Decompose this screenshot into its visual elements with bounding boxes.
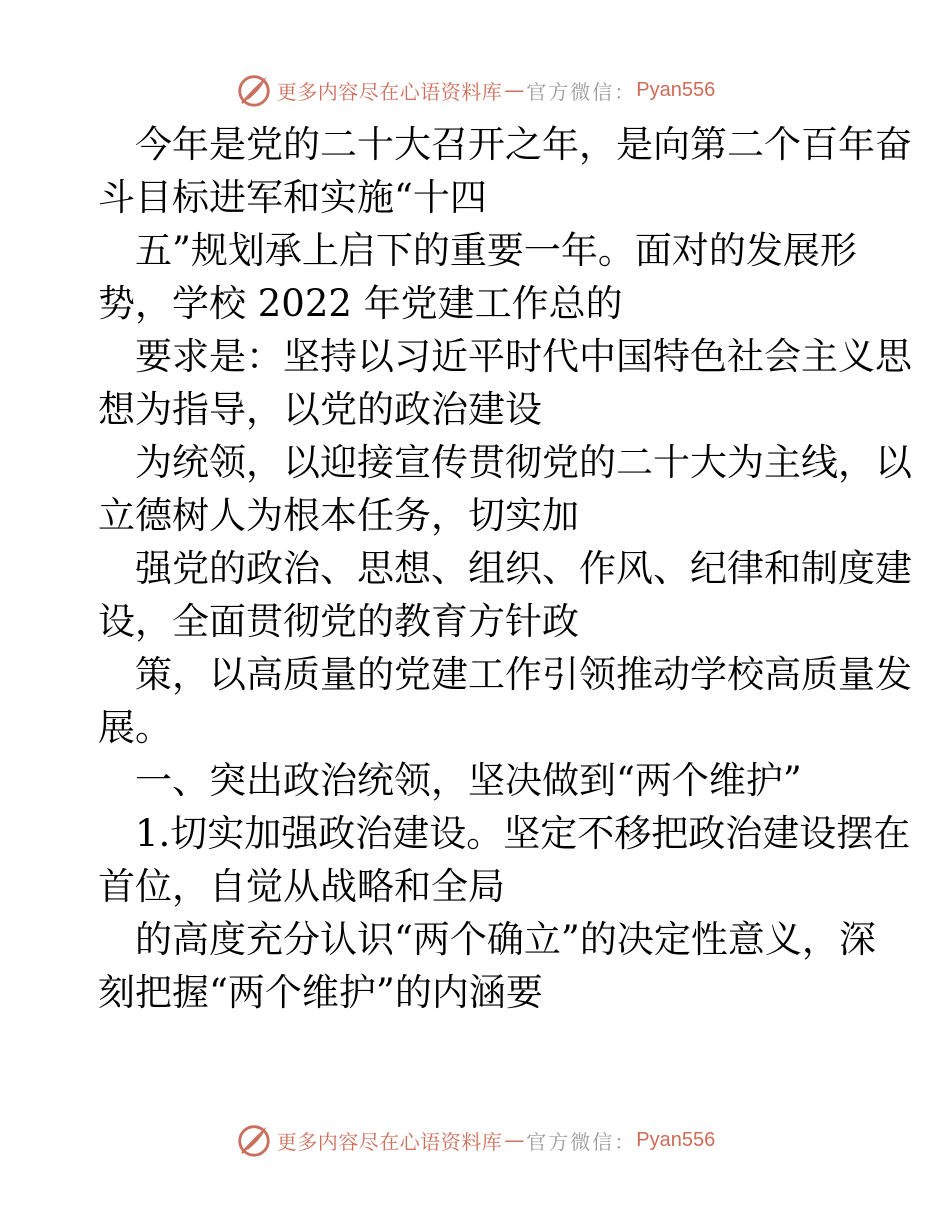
text-line: 策，以高质量的党建工作引领推动学校高质量发 (135, 653, 912, 696)
quill-pen-logo-icon (235, 71, 273, 109)
watermark-wechat-label: 官方微信： (526, 1129, 637, 1154)
text-line: 斗目标进军和实施“十四 (98, 176, 487, 219)
text-line: 为统领，以迎接宣传贯彻党的二十大为主线，以 (135, 441, 912, 484)
watermark-wechat-label: 官方微信： (526, 79, 637, 104)
text-line: 势，学校 2022 年党建工作总的 (98, 282, 623, 325)
header-watermark (0, 70, 950, 110)
watermark-account: Pyan556 (636, 78, 716, 101)
section-heading: 一、突出政治统领，坚决做到“两个维护” (135, 759, 802, 802)
watermark-site-text: 更多内容尽在心语资料库 (276, 1129, 503, 1154)
text-line: 设，全面贯彻党的教育方针政 (98, 600, 579, 643)
text-line: 今年是党的二十大召开之年，是向第二个百年奋 (135, 123, 912, 166)
text-line: 刻把握“两个维护”的内涵要 (98, 971, 543, 1014)
text-line: 强党的政治、思想、组织、作风、纪律和制度建 (135, 547, 912, 590)
watermark-account: Pyan556 (636, 1128, 716, 1151)
document-body (98, 118, 912, 1019)
text-line: 的高度充分认识“两个确立”的决定性意义，深 (135, 918, 876, 961)
watermark-site-text: 更多内容尽在心语资料库 (276, 79, 503, 104)
watermark-separator: — (504, 78, 525, 102)
text-line: 立德树人为根本任务，切实加 (98, 494, 579, 537)
text-line: 1.切实加强政治建设。坚定不移把政治建设摆在 (135, 812, 911, 855)
footer-watermark (0, 1120, 950, 1160)
text-line: 首位，自觉从战略和全局 (98, 865, 505, 908)
watermark-separator: — (504, 1128, 525, 1152)
text-line: 要求是：坚持以习近平时代中国特色社会主义思 (135, 335, 912, 378)
text-line: 五”规划承上启下的重要一年。面对的发展形 (135, 229, 857, 272)
quill-pen-logo-icon (235, 1121, 273, 1159)
text-line: 想为指导，以党的政治建设 (98, 388, 542, 431)
text-line: 展。 (98, 706, 172, 749)
